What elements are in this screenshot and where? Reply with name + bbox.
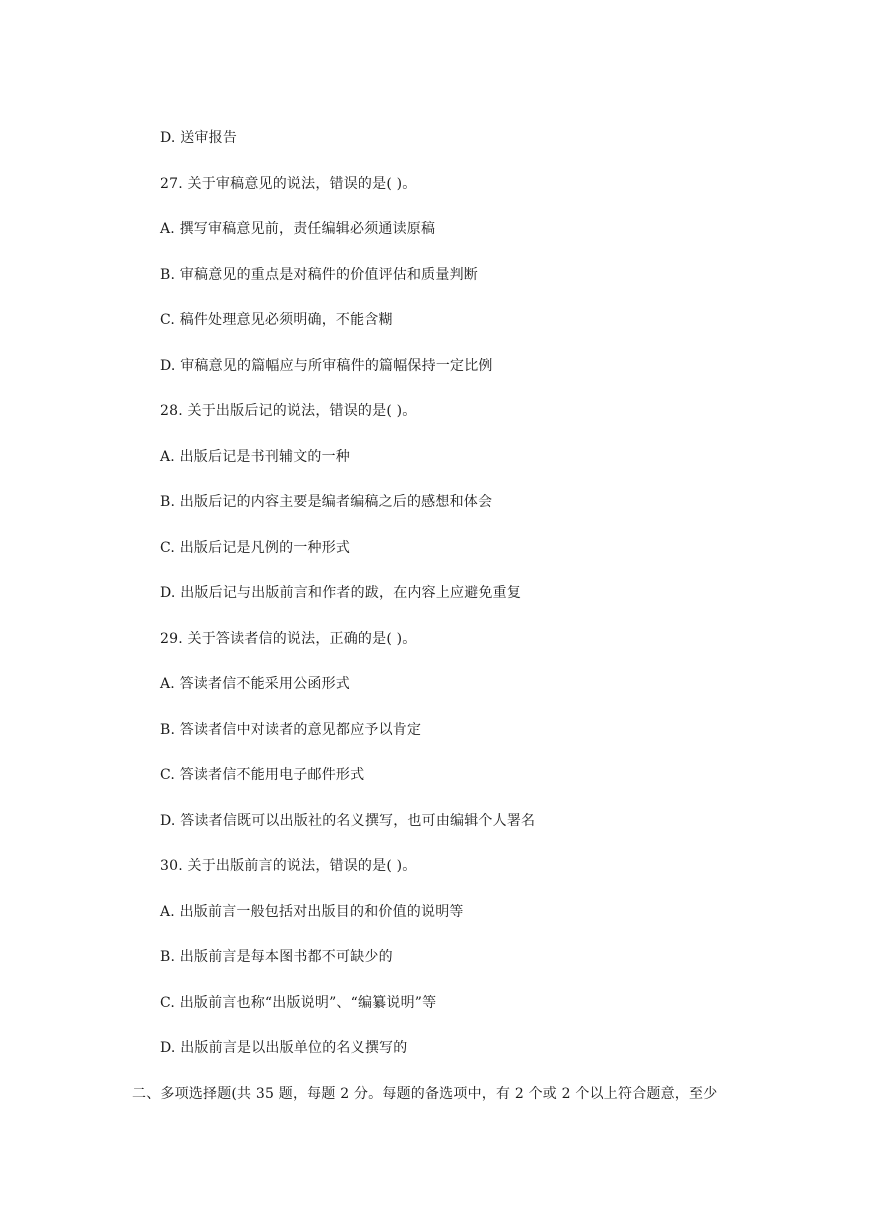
option-30-a: A. 出版前言一般包括对出版目的和价值的说明等 (160, 904, 464, 920)
option-28-a: A. 出版后记是书刊辅文的一种 (160, 449, 351, 465)
option-27-c: C. 稿件处理意见必须明确，不能含糊 (160, 312, 393, 328)
section-heading-multiple-choice: 二、多项选择题(共 35 题，每题 2 分。每题的备选项中，有 2 个或 2 个以上符合题意，至少 (132, 1086, 718, 1102)
option-29-b: B. 答读者信中对读者的意见都应予以肯定 (160, 722, 422, 738)
question-27: 27. 关于审稿意见的说法，错误的是( )。 (160, 176, 417, 192)
option-29-a: A. 答读者信不能采用公函形式 (160, 676, 351, 692)
option-30-d: D. 出版前言是以出版单位的名义撰写的 (160, 1040, 408, 1056)
question-29: 29. 关于答读者信的说法，正确的是( )。 (160, 631, 417, 647)
question-28: 28. 关于出版后记的说法，错误的是( )。 (160, 403, 417, 419)
option-29-d: D. 答读者信既可以出版社的名义撰写，也可由编辑个人署名 (160, 813, 536, 829)
option-27-b: B. 审稿意见的重点是对稿件的价值评估和质量判断 (160, 267, 478, 283)
option-29-c: C. 答读者信不能用电子邮件形式 (160, 767, 365, 783)
option-28-b: B. 出版后记的内容主要是编者编稿之后的感想和体会 (160, 494, 493, 510)
option-27-d: D. 审稿意见的篇幅应与所审稿件的篇幅保持一定比例 (160, 358, 493, 374)
option-27-a: A. 撰写审稿意见前，责任编辑必须通读原稿 (160, 221, 436, 237)
option-28-d: D. 出版后记与出版前言和作者的跋，在内容上应避免重复 (160, 585, 522, 601)
option-26-d: D. 送审报告 (160, 130, 238, 146)
option-28-c: C. 出版后记是凡例的一种形式 (160, 540, 351, 556)
option-30-c: C. 出版前言也称“出版说明”、“编纂说明”等 (160, 995, 437, 1011)
option-30-b: B. 出版前言是每本图书都不可缺少的 (160, 949, 393, 965)
question-30: 30. 关于出版前言的说法，错误的是( )。 (160, 858, 417, 874)
